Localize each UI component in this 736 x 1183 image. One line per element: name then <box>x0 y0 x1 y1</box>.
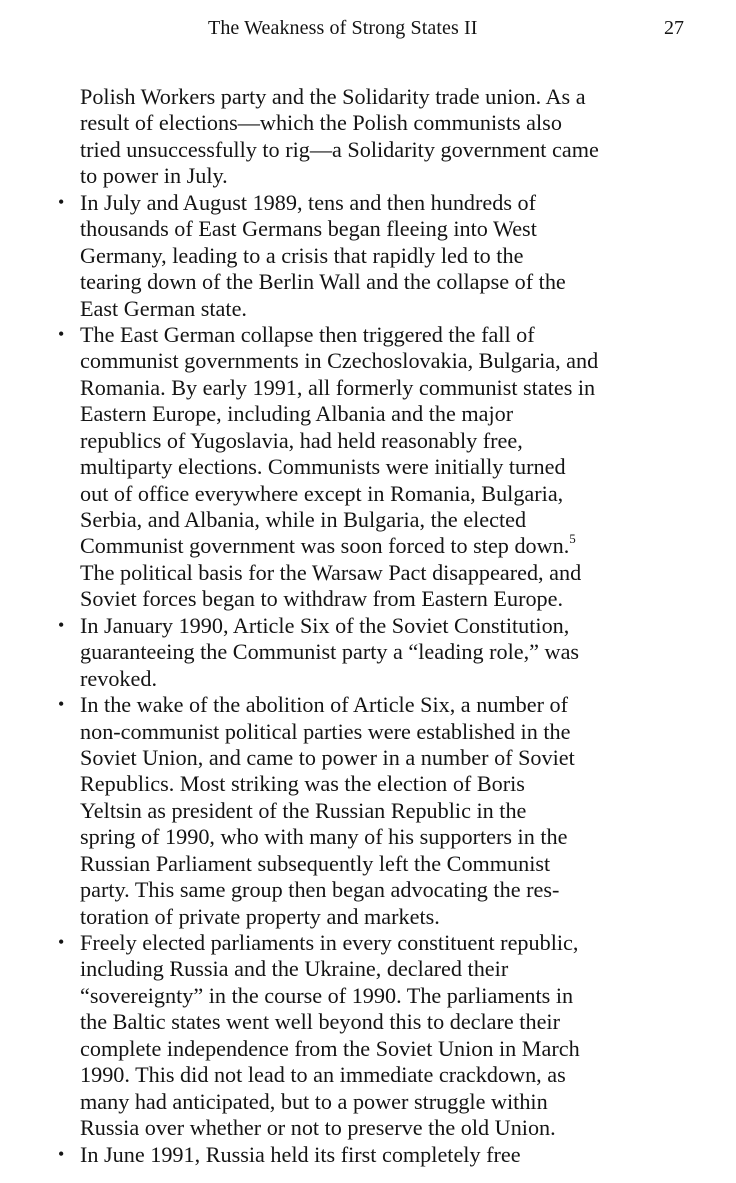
text-line <box>58 904 678 930</box>
line-text: In January 1990, Article Six of the Soviet Constitution, <box>80 612 570 638</box>
line-text: Russian Parliament subsequently left the Communist <box>80 850 551 876</box>
text-line: tried unsuccessfully to rig—a Solidarity government came <box>80 136 599 162</box>
text-line <box>58 375 678 401</box>
line-text: non-communist political parties were established in the <box>80 718 571 744</box>
text-line <box>58 533 678 559</box>
text-line <box>58 1062 678 1088</box>
line-text: 1990. This did not lead to an immediate crackdown, as <box>80 1062 566 1088</box>
text-line <box>58 1089 678 1115</box>
body-text <box>58 84 678 1168</box>
text-line <box>58 639 678 665</box>
line-text: guaranteeing the Communist party a “leading role,” was <box>80 639 580 665</box>
line-text: party. This same group then began advocating the res- <box>80 877 560 903</box>
bullet-mark: • <box>58 191 65 212</box>
bullet-item <box>58 322 678 613</box>
line-text: The East German collapse then triggered the fall of <box>80 321 535 347</box>
text-line <box>58 930 678 956</box>
bullet-item <box>58 930 678 1142</box>
text-line <box>58 560 678 586</box>
line-text: republics of Yugoslavia, had held reasonably free, <box>80 427 523 453</box>
text-line <box>58 1009 678 1035</box>
text-line <box>58 692 678 718</box>
line-text: including Russia and the Ukraine, declared their <box>80 956 509 982</box>
text-line <box>58 983 678 1009</box>
text-line <box>58 851 678 877</box>
line-text: Yeltsin as president of the Russian Republic in the <box>80 797 527 823</box>
text-line: to power in July. <box>80 163 228 189</box>
text-line <box>58 243 678 269</box>
bullet-mark: • <box>58 694 65 715</box>
text-line <box>58 296 678 322</box>
bullet-mark: • <box>58 614 65 635</box>
text-line <box>58 771 678 797</box>
line-text: Germany, leading to a crisis that rapidly led to the <box>80 242 524 268</box>
line-text: Republics. Most striking was the election of Boris <box>80 771 525 797</box>
line-text: communist governments in Czechoslovakia, Bulgaria, and <box>80 348 599 374</box>
text-line <box>58 666 678 692</box>
text-line <box>58 269 678 295</box>
line-text: multiparty elections. Communists were initially turned <box>80 454 566 480</box>
line-text: complete independence from the Soviet Union in March <box>80 1035 580 1061</box>
running-head <box>0 12 736 44</box>
bullet-mark: • <box>58 932 65 952</box>
bullet-item <box>58 1142 678 1168</box>
line-text: many had anticipated, but to a power struggle within <box>80 1088 548 1114</box>
text-line <box>58 798 678 824</box>
text-line <box>58 956 678 982</box>
text-line <box>58 507 678 533</box>
bullet-item <box>58 190 678 322</box>
line-text: Freely elected parliaments in every constituent republic, <box>80 930 579 955</box>
text-line <box>58 190 678 216</box>
bullet-mark: • <box>58 1143 65 1164</box>
line-text: Romania. By early 1991, all formerly communist states in <box>80 374 596 400</box>
text-line <box>58 613 678 639</box>
text-line: Polish Workers party and the Solidarity trade union. As a <box>80 84 586 109</box>
text-line <box>58 1036 678 1062</box>
text-line <box>58 216 678 242</box>
line-text: Russia over whether or not to preserve the old Union. <box>80 1115 556 1141</box>
text-line <box>58 428 678 454</box>
bullet-item <box>58 692 678 930</box>
text-line <box>58 719 678 745</box>
line-text: out of office everywhere except in Romania, Bulgaria, <box>80 480 564 506</box>
running-title: The Weakness of Strong States II <box>208 17 478 39</box>
line-text: tearing down of the Berlin Wall and the collapse of the <box>80 269 566 295</box>
text-line <box>58 401 678 427</box>
text-line: result of elections—which the Polish communists also <box>80 110 562 136</box>
line-text: Soviet forces began to withdraw from Eastern Europe. <box>80 586 564 612</box>
line-text: Eastern Europe, including Albania and the major <box>80 401 514 427</box>
text-line <box>58 824 678 850</box>
line-text: revoked. <box>80 665 158 691</box>
line-text: Serbia, and Albania, while in Bulgaria, the elected <box>80 507 527 532</box>
line-text: spring of 1990, who with many of his supporters in the <box>80 824 568 850</box>
line-text: East German state. <box>80 295 247 321</box>
footnote-marker: 5 <box>569 531 576 547</box>
line-text: The political basis for the Warsaw Pact disappeared, and <box>80 559 582 585</box>
bullet-item <box>58 613 678 692</box>
line-text: Communist government was soon forced to step down. <box>80 533 570 559</box>
line-text: Soviet Union, and came to power in a number of Soviet <box>80 744 575 770</box>
text-line <box>58 586 678 612</box>
line-text: “sovereignty” in the course of 1990. The parliaments in <box>80 982 574 1008</box>
line-text: In June 1991, Russia held its first completely free <box>80 1141 521 1167</box>
line-text: In the wake of the abolition of Article Six, a number of <box>80 692 568 718</box>
text-line <box>58 745 678 771</box>
text-line <box>58 322 678 348</box>
line-text: the Baltic states went well beyond this to declare their <box>80 1009 560 1035</box>
text-line <box>58 1142 678 1168</box>
page-number: 27 <box>664 17 684 39</box>
text-line <box>58 877 678 903</box>
text-line <box>58 1115 678 1141</box>
text-line <box>58 481 678 507</box>
bullet-mark: • <box>58 323 65 344</box>
bullet-list <box>58 190 678 1168</box>
text-line <box>58 454 678 480</box>
line-text: thousands of East Germans began fleeing into West <box>80 216 537 242</box>
continued-paragraph <box>58 84 678 190</box>
line-text: toration of private property and markets. <box>80 903 440 929</box>
line-text: In July and August 1989, tens and then hundreds of <box>80 189 537 215</box>
text-line <box>58 348 678 374</box>
